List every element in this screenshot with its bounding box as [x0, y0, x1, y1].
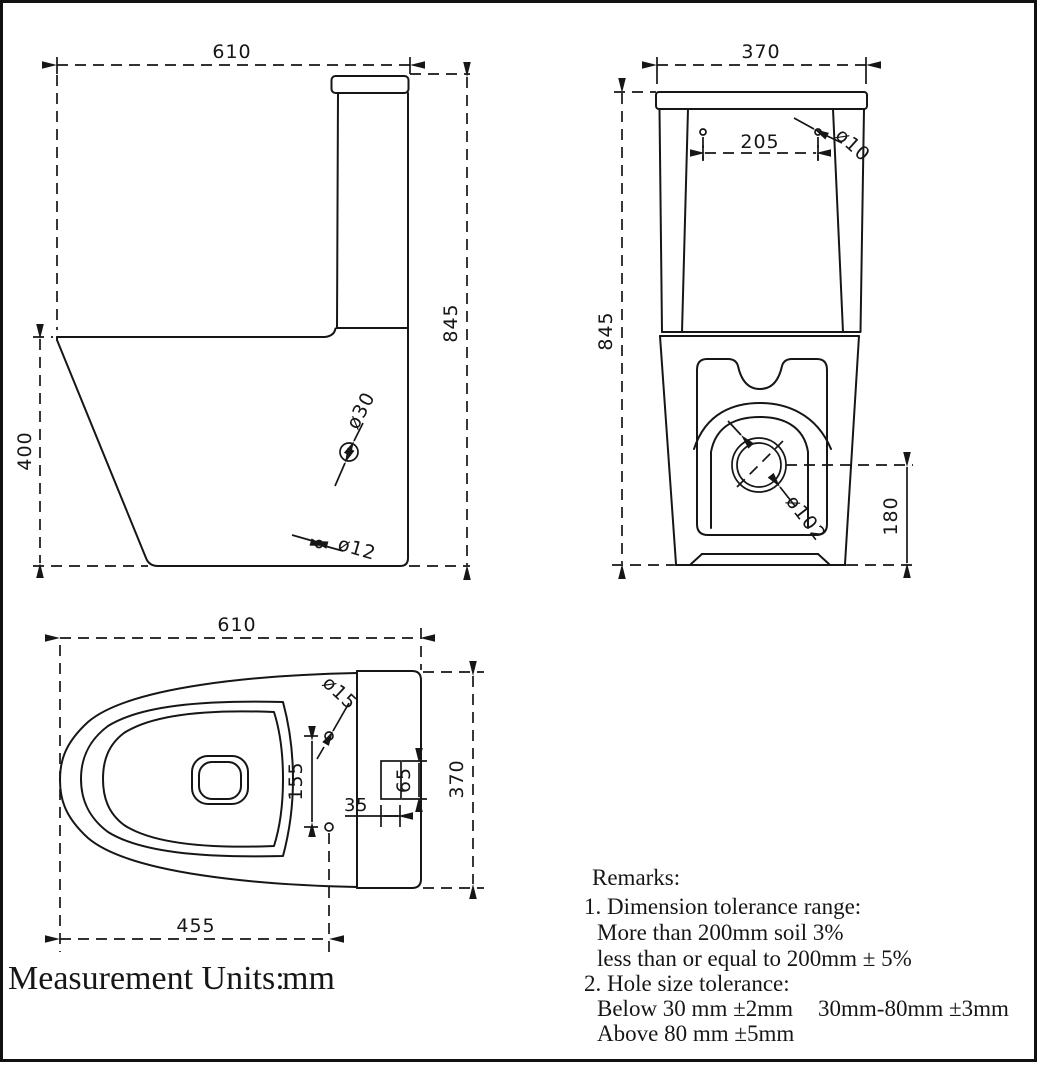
- side-fixing-hole: [316, 541, 323, 548]
- plan-seat-hole-bottom: [325, 823, 333, 831]
- front-width-label: 370: [741, 41, 781, 63]
- front-pedestal-right: [845, 336, 859, 564]
- side-flush-hole-label: ø30: [342, 388, 380, 433]
- front-view: [595, 41, 913, 565]
- plan-seathole-label: ø15: [317, 671, 362, 715]
- front-height-label: 845: [595, 311, 617, 351]
- side-cistern-left-edge: [337, 93, 338, 328]
- plan-drain-inner: [199, 762, 241, 799]
- front-bowl-arch-inner: [711, 417, 808, 452]
- front-hole-leader: [794, 118, 814, 129]
- front-cistern-left-outer: [660, 109, 663, 332]
- plan-width-label: 610: [217, 614, 257, 636]
- side-width-label: 610: [212, 41, 252, 63]
- side-fixing-hole-label: ø12: [335, 533, 379, 565]
- front-outlet-leader-upper: [728, 421, 741, 435]
- plan-seat-hole-top: [325, 732, 333, 740]
- measurement-units-value: mm: [282, 960, 335, 997]
- remarks-item2c: Above 80 mm ±5mm: [597, 1021, 795, 1046]
- remarks-item2a: Below 30 mm ±2mm: [597, 996, 793, 1021]
- side-bowl-outline: [57, 93, 408, 566]
- plan-fixspacing-label: 455: [176, 915, 216, 937]
- front-foot-right-chamfer: [818, 554, 829, 564]
- side-flush-leader-lower: [335, 463, 345, 486]
- plan-cutoutoffset-label: 35: [344, 795, 368, 816]
- plan-seat-ring: [81, 702, 293, 857]
- plan-depth-label: 370: [446, 759, 468, 799]
- front-cistern-lid: [656, 92, 867, 109]
- remarks-item1b: less than or equal to 200mm ± 5%: [597, 946, 912, 971]
- plan-view: [60, 614, 484, 952]
- plan-seatspacing-label: 155: [285, 761, 307, 801]
- front-pedestal-left: [660, 336, 676, 564]
- remarks-title: Remarks:: [592, 865, 681, 890]
- side-bowl-top-edge: [57, 329, 336, 338]
- front-outlet-height-label: 180: [880, 496, 902, 536]
- front-foot-left-chamfer: [691, 554, 702, 564]
- plan-cutoutheight-label: 65: [393, 766, 415, 794]
- remarks-block: [584, 865, 1009, 1046]
- side-fixing-leader-left: [292, 535, 313, 541]
- side-cistern-lid: [332, 76, 409, 93]
- front-hole-label: ø10: [830, 124, 875, 167]
- front-spacing-label: 205: [740, 131, 780, 153]
- remarks-item1a: More than 200mm soil 3%: [597, 920, 844, 945]
- side-bowlheight-label: 400: [14, 431, 36, 471]
- side-view: [14, 41, 470, 566]
- front-cistern-left-inner: [682, 109, 688, 332]
- measurement-units-label: Measurement Units:: [8, 960, 285, 997]
- front-left-hole: [700, 129, 706, 135]
- front-outlet-label: ø102: [781, 491, 831, 546]
- front-right-hole: [815, 129, 821, 135]
- plan-drain-outer: [192, 756, 248, 804]
- remarks-item2: 2. Hole size tolerance:: [584, 971, 790, 996]
- plan-seathole-leader-tail: [317, 747, 324, 759]
- side-flush-hole: [340, 443, 358, 461]
- side-height-label: 845: [440, 303, 462, 343]
- remarks-item2b: 30mm-80mm ±3mm: [818, 996, 1009, 1021]
- remarks-item1: 1. Dimension tolerance range:: [584, 894, 862, 919]
- footer: [8, 960, 335, 997]
